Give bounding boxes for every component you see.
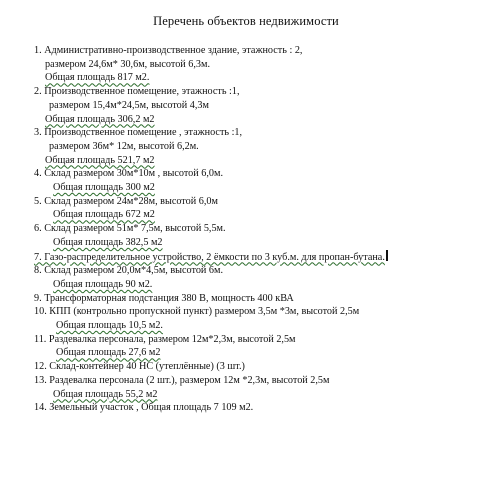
item-14-heading: 14. Земельный участок , Общая площадь 7 109 м2. (34, 402, 254, 414)
item-5-heading: 5. Склад размером 24м*28м, высотой 6,0м (34, 195, 218, 207)
item-7-heading (34, 250, 484, 265)
item-6-area-text: Общая площадь 382,5 м2 (53, 236, 163, 248)
item-11-area (34, 346, 484, 360)
list-item-9 (34, 292, 484, 306)
item-4-heading: 4. Склад размером 30м*10м , высотой 6,0м. (34, 168, 223, 180)
item-1-dimensions: размером 24,6м* 30,6м, высотой 6,3м. (45, 58, 211, 70)
list-item-5 (34, 195, 484, 222)
text-cursor (386, 250, 388, 261)
list-item-12 (34, 360, 484, 374)
item-8-area (34, 278, 484, 292)
item-8-heading: 8. Склад размером 20,0м*4,5м, высотой 6м. (34, 265, 223, 277)
item-3-area-text: Общая площадь 521,7 м2 (45, 154, 155, 166)
list-item-8 (34, 264, 484, 291)
list-item-4 (34, 167, 484, 194)
item-2-area-text: Общая площадь 306,2 м2 (45, 113, 155, 125)
item-1-heading: 1. Административно-производственное здание, этажность : 2, (34, 45, 303, 56)
list-item-3 (34, 126, 484, 167)
item-11-heading: 11. Раздевалка персонала, размером 12м*2,3м, высотой 2,5м (34, 333, 296, 345)
item-10-area-text: Общая площадь 10,5 м2. (56, 320, 163, 332)
item-8-area-text: Общая площадь 90 м2. (53, 278, 153, 290)
item-10-heading: 10. КПП (контрольно пропускной пункт) размером 3,5м *3м, высотой 2,5м (34, 306, 360, 318)
item-5-area-text: Общая площадь 672 м2 (53, 209, 155, 221)
item-1-area-text: Общая площадь 817 м2. (45, 72, 150, 84)
item-4-area (34, 181, 484, 195)
item-4-area-text: Общая площадь 300 м2 (53, 182, 155, 194)
list-item-2 (34, 85, 484, 126)
list-item-1 (34, 44, 484, 85)
item-2-area (34, 113, 484, 127)
document-title: Перечень объектов недвижимости (153, 14, 339, 28)
item-6-heading: 6. Склад размером 51м* 7,5м, высотой 5,5м. (34, 223, 226, 235)
item-5-area (34, 208, 484, 222)
item-3-area (34, 154, 484, 168)
item-13-heading: 13. Раздевалка персонала (2 шт.), размером 12м *2,3м, высотой 2,5м (34, 374, 330, 386)
item-2-heading: 2. Производственное помещение, этажность :1, (34, 86, 240, 98)
item-1-area (34, 71, 484, 85)
list-item-7 (34, 250, 484, 265)
list-item-10 (34, 305, 484, 332)
item-6-area (34, 236, 484, 250)
item-12-heading: 12. Склад-контейнер 40 НС (утеплённые) (3 шт.) (34, 361, 245, 373)
item-3-dimensions: размером 36м* 12м, высотой 6,2м. (49, 140, 199, 152)
property-list (34, 44, 484, 415)
item-2-dimensions: размером 15,4м*24,5м, высотой 4,3м (49, 99, 209, 111)
item-3-heading: 3. Производственное помещение , этажность :1, (34, 127, 243, 139)
item-10-area (34, 319, 484, 333)
item-9-heading: 9. Трансформаторная подстанция 380 В, мощность 400 кВА (34, 292, 294, 304)
list-item-11 (34, 333, 484, 360)
item-13-area-text: Общая площадь 55,2 м2 (53, 388, 158, 400)
list-item-13 (34, 374, 484, 401)
item-7-text: 7. Газо-распределительное устройство, 2 ёмкости по 3 куб.м. для пропан-бутана. (34, 251, 385, 263)
item-13-area (34, 388, 484, 402)
list-item-6 (34, 222, 484, 249)
item-11-area-text: Общая площадь 27,6 м2 (56, 347, 161, 359)
list-item-14 (34, 401, 484, 415)
